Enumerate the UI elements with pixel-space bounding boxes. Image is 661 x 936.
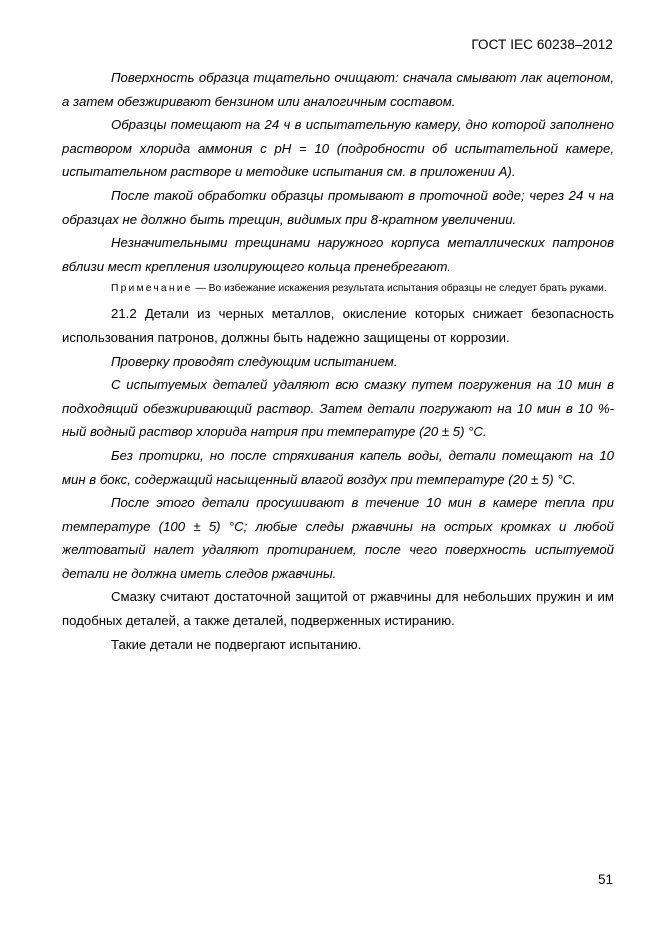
document-header: ГОСТ IEC 60238–2012 — [471, 37, 613, 52]
paragraph-surface-cleaning: Поверхность образца тщательно очищают: сначала смывают лак ацетоном, а затем обезжиривают бензином или аналогичным составом. — [62, 70, 614, 109]
note-text: — Во избежание искажения результата испытания образцы не следует брать руками. — [195, 283, 607, 295]
paragraph-degreasing: С испытуемых деталей удаляют всю смазку путем погружения на 10 мин в подходящий обезжиривающий раствор. Затем детали погружают на 10 мин в 10 %-ный водный раствор хлорида натрия при температуре (20 ± 5) °С. — [62, 377, 614, 440]
paragraph-minor-cracks: Незначительными трещинами наружного корпуса металлических патронов вблизи мест крепления изолирующего кольца пренебрегают. — [62, 235, 614, 274]
paragraph-drying: После этого детали просушивают в течение 10 мин в камере тепла при температуре (100 ± 5) °С; любые следы ржавчины на острых кромках и любой желтоватый налет удаляют протиранием, после чего поверхность испытуемой детали не должна иметь следов ржавчины. — [62, 495, 614, 581]
paragraph-humid-box: Без протирки, но после стряхивания капель воды, детали помещают на 10 мин в бокс, содержащий насыщенный влагой воздух при температуре (20 ± 5) °С. — [62, 447, 614, 487]
paragraph-test-chamber: Образцы помещают на 24 ч в испытательную камеру, дно которой заполнено раствором хлорида аммония с pH = 10 (подробности об испытательной камере, испытательном растворе и методике испытания см. в приложении А). — [62, 117, 614, 180]
note — [62, 279, 614, 299]
note-label: Примечание — [111, 283, 193, 295]
clause-21-2: 21.2 Детали из черных металлов, окисление которых снижает безопасность использования патронов, должны быть надежно защищены от коррозии. — [62, 306, 614, 345]
paragraph-lubrication: Смазку считают достаточной защитой от ржавчины для небольших пружин и им подобных деталей, а также деталей, подверженных истиранию. — [62, 589, 614, 629]
paragraph-rinse-check: После такой обработки образцы промывают в проточной воде; через 24 ч на образцах не должно быть трещин, видимых при 8-кратном увеличении. — [62, 187, 614, 227]
paragraph-test-intro: Проверку проводят следующим испытанием. — [111, 353, 398, 369]
document-body — [62, 66, 614, 656]
paragraph-exempt: Такие детали не подвергают испытанию. — [111, 636, 362, 652]
page-number: 51 — [597, 872, 613, 887]
